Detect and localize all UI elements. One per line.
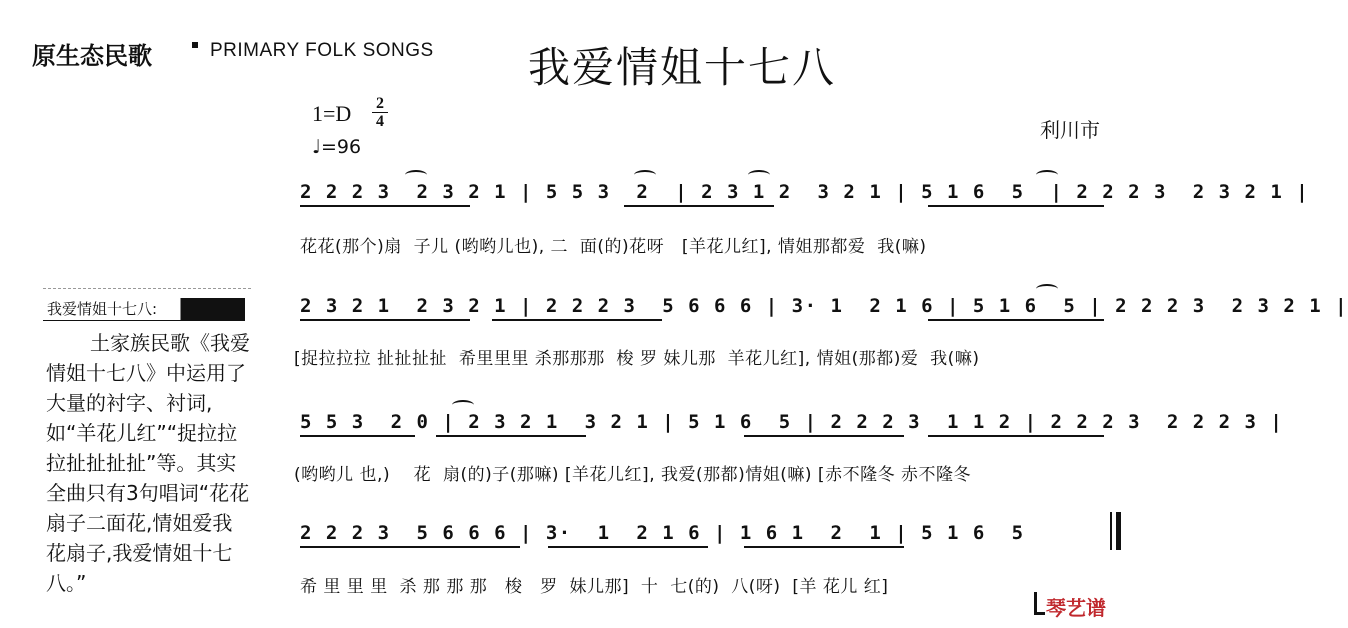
key-signature: 1=D <box>312 101 352 126</box>
slur-mark <box>748 170 770 180</box>
note-body: 土家族民歌《我爱情姐十七八》中运用了大量的衬字、衬词,如“羊花儿红”“捉拉拉拉扯扯扯扯”等。其实全曲只有3句唱词“花花扇子二面花,情姐爱我花扇子,我爱情姐十七八。” <box>46 331 250 595</box>
logo-icon <box>1034 592 1045 615</box>
notation-line-2: 2 3 2 1 2 3 2 1 | 2 2 2 3 5 6 6 6 | 3· 1 2 1 6 | 5 1 6 5 | 2 2 2 3 2 3 2 1 | <box>300 295 1348 317</box>
slur-mark <box>452 400 474 410</box>
tempo-marking: ♩=96 <box>312 136 362 158</box>
lyrics-line-4: 希 里 里 里 杀 那 那 那 梭 罗 妹儿那] 十 七(的) 八(呀) [羊 花儿 红] <box>300 577 889 597</box>
beam-line <box>928 435 1104 437</box>
lyrics-line-2: [捉拉拉拉 扯扯扯扯 希里里里 杀那那那 梭 罗 妹儿那 羊花儿红], 情姐(那都)爱 我(嘛) <box>294 349 980 369</box>
separator-dot <box>192 42 198 48</box>
beam-line <box>436 435 586 437</box>
lyrics-line-3: (哟哟儿 也,) 花 扇(的)子(那嘛) [羊花儿红], 我爱(那都)情姐(嘛) [赤不隆冬 赤不隆冬 <box>294 465 971 485</box>
beam-line <box>928 205 1104 207</box>
time-signature-top: 2 <box>376 95 384 112</box>
time-signature-bottom: 4 <box>376 113 384 130</box>
slur-mark <box>405 170 427 180</box>
slur-mark <box>1036 170 1058 180</box>
beam-line <box>624 205 774 207</box>
time-signature <box>372 96 388 129</box>
beam-line <box>744 546 904 548</box>
beam-line <box>300 205 470 207</box>
final-barline-thin <box>1110 512 1112 550</box>
notation-line-1: 2 2 2 3 2 3 2 1 | 5 5 3 2 | 2 3 1 2 3 2 1 | 5 1 6 5 | 2 2 2 3 2 3 2 1 | <box>300 181 1310 203</box>
notation-line-3: 5 5 3 2 0 | 2 3 2 1 3 2 1 | 5 1 6 5 | 2 2 2 3 1 1 2 | 2 2 2 3 2 2 2 3 | <box>300 411 1284 433</box>
beam-line <box>928 319 1104 321</box>
beam-line <box>492 319 662 321</box>
note-heading: 我爱情姐十七八: <box>47 300 158 318</box>
beam-line <box>744 435 904 437</box>
beam-line <box>300 319 470 321</box>
series-label: 原生态民歌 <box>32 42 152 70</box>
lyrics-line-1: 花花(那个)扇 子儿 (哟哟儿也), 二 面(的)花呀 [羊花儿红], 情姐那都爱 我(嘛) <box>300 237 927 257</box>
watermark-logo: 琴艺谱 <box>1046 596 1106 620</box>
final-barline-thick <box>1116 512 1121 550</box>
note-divider <box>43 288 251 289</box>
series-label-english: PRIMARY FOLK SONGS <box>210 40 434 61</box>
song-origin: 利川市 <box>1040 118 1100 142</box>
notation-line-4: 2 2 2 3 5 6 6 6 | 3· 1 2 1 6 | 1 6 1 2 1 | 5 1 6 5 <box>300 522 1025 544</box>
beam-line <box>300 435 415 437</box>
slur-mark <box>1036 284 1058 294</box>
song-title: 我爱情姐十七八 <box>528 43 837 92</box>
slur-mark <box>634 170 656 180</box>
beam-line <box>300 546 520 548</box>
beam-line <box>548 546 708 548</box>
